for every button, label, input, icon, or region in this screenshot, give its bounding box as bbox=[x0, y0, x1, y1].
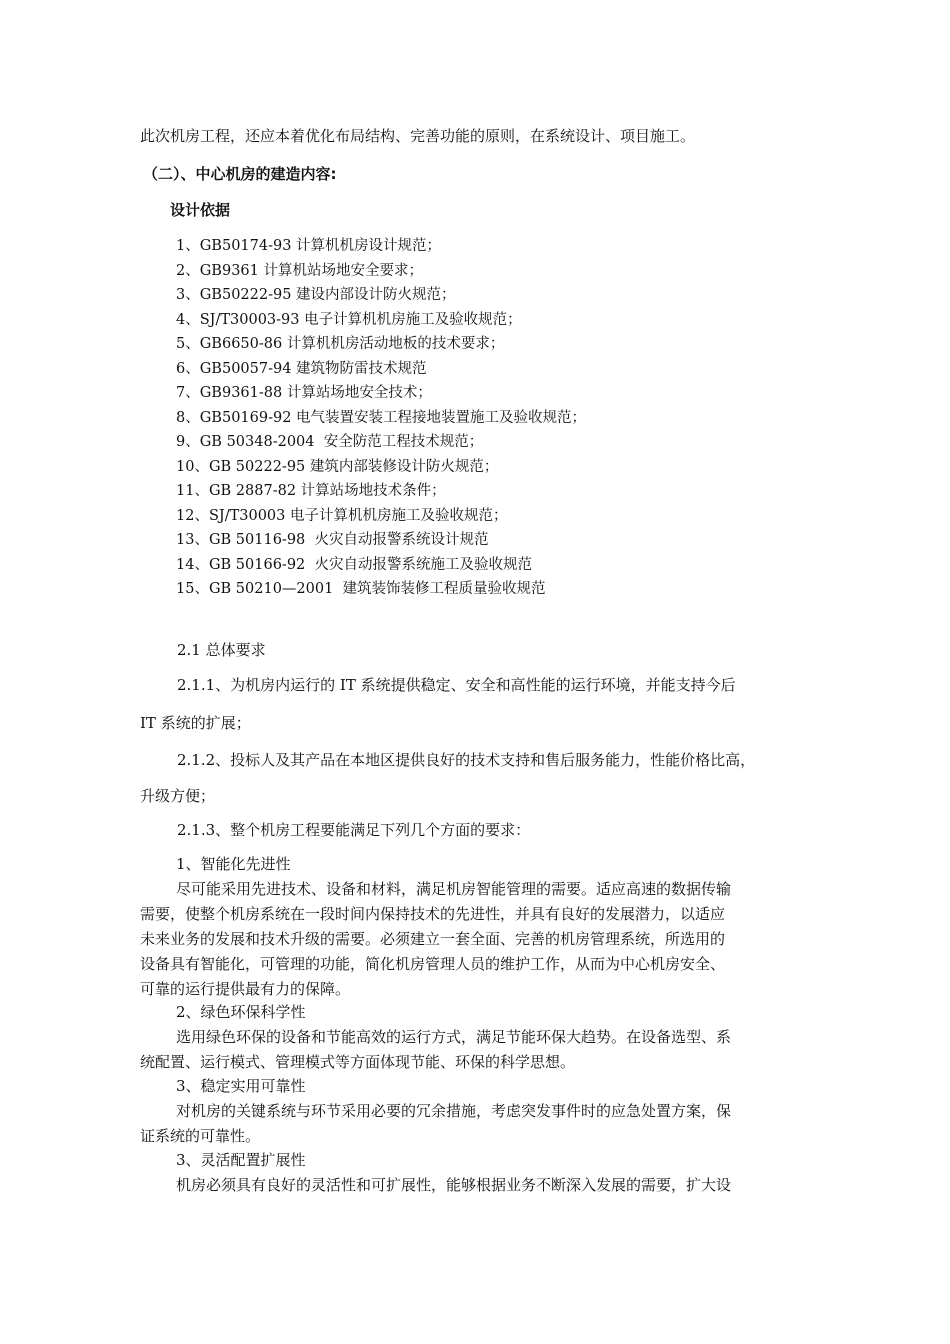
standard-item: 4、SJ/T30003-93 电子计算机机房施工及验收规范； bbox=[176, 311, 522, 328]
requirement-text-line: 对机房的关键系统与环节采用必要的冗余措施，考虑突发事件时的应急处置方案，保 bbox=[176, 1102, 732, 1120]
requirement-title: 1、智能化先进性 bbox=[176, 855, 291, 873]
requirement-text-line: 尽可能采用先进技术、设备和材料，满足机房智能管理的需要。适应高速的数据传输 bbox=[176, 880, 732, 898]
standard-item: 12、SJ/T30003 电子计算机机房施工及验收规范； bbox=[176, 507, 508, 524]
standard-item: 15、GB 50210—2001 建筑装饰装修工程质量验收规范 bbox=[176, 581, 546, 597]
standard-item: 13、GB 50116-98 火灾自动报警系统设计规范 bbox=[176, 532, 489, 548]
requirement-text-line: 可靠的运行提供最有力的保障。 bbox=[140, 980, 351, 998]
intro-line: 此次机房工程，还应本着优化布局结构、完善功能的原则，在系统设计、项目施工。 bbox=[140, 127, 696, 145]
requirement-title: 2、绿色环保科学性 bbox=[176, 1003, 306, 1021]
standard-item: 11、GB 2887-82 计算站场地技术条件； bbox=[176, 483, 446, 499]
standard-item: 7、GB9361-88 计算站场地安全技术； bbox=[176, 385, 432, 401]
requirement-text-line: 证系统的可靠性。 bbox=[140, 1127, 261, 1145]
standard-item: 1、GB50174-93 计算机机房设计规范； bbox=[176, 238, 442, 254]
overall-paragraph-2-line-2: 升级方便； bbox=[140, 787, 216, 805]
standard-item: 14、GB 50166-92 火灾自动报警系统施工及验收规范 bbox=[176, 556, 532, 573]
overall-requirements-title: 2.1 总体要求 bbox=[177, 641, 266, 659]
overall-paragraph-1-line-1: 2.1.1、为机房内运行的 IT 系统提供稳定、安全和高性能的运行环境，并能支持今后 bbox=[177, 676, 736, 694]
requirement-text-line: 设备具有智能化，可管理的功能，简化机房管理人员的维护工作，从而为中心机房安全、 bbox=[140, 955, 726, 973]
standard-item: 8、GB50169-92 电气装置安装工程接地装置施工及验收规范； bbox=[176, 409, 587, 426]
standard-item: 6、GB50057-94 建筑物防雷技术规范 bbox=[176, 360, 427, 377]
standards-list bbox=[176, 234, 586, 602]
section-title: （二）、中心机房的建造内容: bbox=[143, 165, 337, 183]
standard-item: 10、GB 50222-95 建筑内部装修设计防火规范； bbox=[176, 458, 499, 475]
design-basis-title: 设计依据 bbox=[170, 201, 231, 219]
overall-paragraph-3: 2.1.3、整个机房工程要能满足下列几个方面的要求： bbox=[177, 821, 531, 839]
overall-paragraph-2-line-1: 2.1.2、投标人及其产品在本地区提供良好的技术支持和售后服务能力，性能价格比高， bbox=[177, 751, 756, 769]
standard-item: 9、GB 50348-2004 安全防范工程技术规范； bbox=[176, 434, 484, 450]
requirement-text-line: 未来业务的发展和技术升级的需要。必须建立一套全面、完善的机房管理系统，所选用的 bbox=[140, 930, 726, 948]
requirement-text-line: 统配置、运行模式、管理模式等方面体现节能、环保的科学思想。 bbox=[140, 1053, 576, 1071]
overall-paragraph-1-line-2: IT 系统的扩展； bbox=[140, 714, 251, 732]
standard-item: 5、GB6650-86 计算机机房活动地板的技术要求； bbox=[176, 336, 505, 352]
standard-item: 3、GB50222-95 建设内部设计防火规范； bbox=[176, 287, 456, 303]
requirement-title: 3、稳定实用可靠性 bbox=[176, 1077, 306, 1095]
requirement-text-line: 选用绿色环保的设备和节能高效的运行方式，满足节能环保大趋势。在设备选型、系 bbox=[176, 1028, 732, 1046]
requirement-text-line: 机房必须具有良好的灵活性和可扩展性，能够根据业务不断深入发展的需要，扩大设 bbox=[176, 1176, 732, 1194]
standard-item: 2、GB9361 计算机站场地安全要求； bbox=[176, 262, 423, 279]
requirement-text-line: 需要，使整个机房系统在一段时间内保持技术的先进性，并具有良好的发展潜力，以适应 bbox=[140, 905, 726, 923]
requirement-title: 3、灵活配置扩展性 bbox=[176, 1151, 306, 1169]
